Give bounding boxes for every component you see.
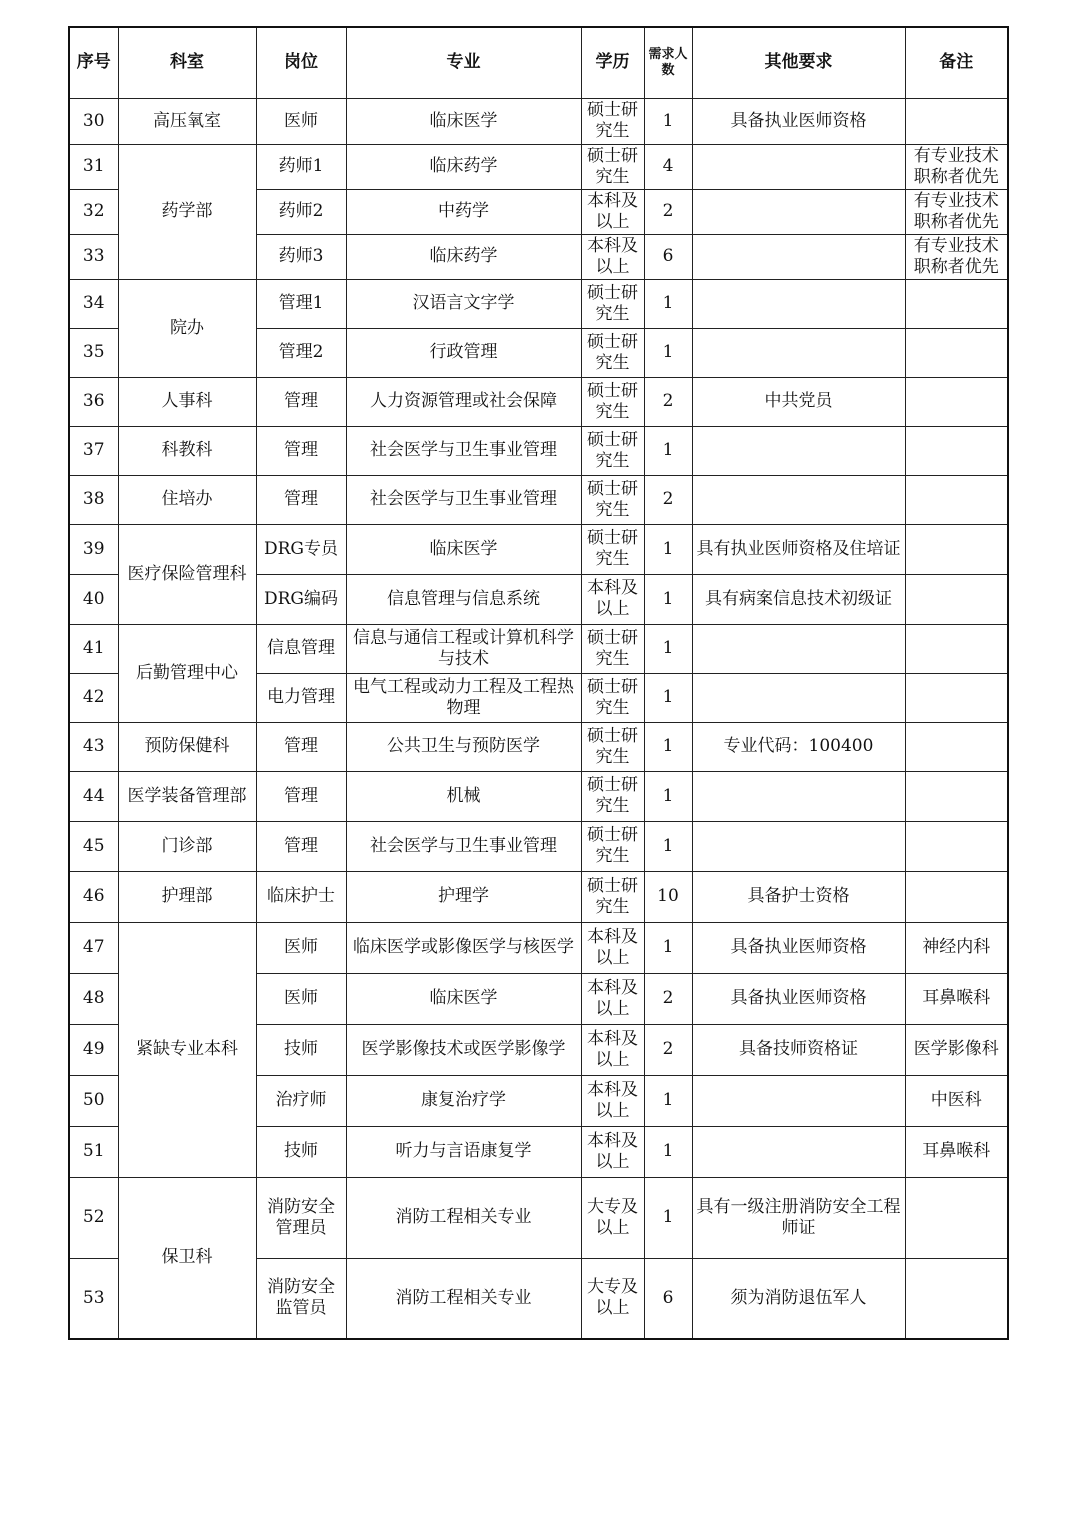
cell-major: 护理学 — [346, 871, 581, 922]
cell-seq: 53 — [69, 1258, 118, 1339]
table-row — [69, 279, 1008, 328]
cell-edu: 硕士研究生 — [581, 821, 644, 871]
cell-seq: 33 — [69, 234, 118, 279]
cell-count: 6 — [644, 234, 692, 279]
table-row — [69, 922, 1008, 973]
cell-edu: 硕士研究生 — [581, 98, 644, 144]
cell-edu: 硕士研究生 — [581, 475, 644, 524]
cell-dept: 院办 — [118, 279, 256, 377]
cell-note — [905, 426, 1008, 475]
cell-edu: 本科及以上 — [581, 1024, 644, 1075]
cell-edu: 本科及以上 — [581, 973, 644, 1024]
cell-seq: 49 — [69, 1024, 118, 1075]
cell-seq: 34 — [69, 279, 118, 328]
cell-other: 具有病案信息技术初级证 — [692, 574, 905, 624]
cell-note: 耳鼻喉科 — [905, 1126, 1008, 1177]
cell-count: 6 — [644, 1258, 692, 1339]
table-row — [69, 144, 1008, 189]
table-row — [69, 771, 1008, 821]
cell-seq: 51 — [69, 1126, 118, 1177]
cell-count: 1 — [644, 771, 692, 821]
cell-other: 具备技师资格证 — [692, 1024, 905, 1075]
cell-major: 康复治疗学 — [346, 1075, 581, 1126]
cell-note — [905, 279, 1008, 328]
cell-seq: 31 — [69, 144, 118, 189]
cell-count: 1 — [644, 922, 692, 973]
cell-count: 1 — [644, 1075, 692, 1126]
cell-note — [905, 722, 1008, 771]
cell-edu: 大专及以上 — [581, 1177, 644, 1258]
table-row — [69, 871, 1008, 922]
cell-post: 技师 — [256, 1126, 346, 1177]
cell-post: 电力管理 — [256, 673, 346, 722]
cell-seq: 39 — [69, 524, 118, 574]
cell-post: 药师1 — [256, 144, 346, 189]
cell-dept: 紧缺专业本科 — [118, 922, 256, 1177]
cell-major: 信息与通信工程或计算机科学与技术 — [346, 624, 581, 673]
cell-note — [905, 1258, 1008, 1339]
header-note: 备注 — [905, 27, 1008, 98]
cell-major: 临床医学 — [346, 524, 581, 574]
cell-other: 具有一级注册消防安全工程师证 — [692, 1177, 905, 1258]
cell-count: 1 — [644, 1177, 692, 1258]
cell-post: 管理1 — [256, 279, 346, 328]
cell-count: 2 — [644, 973, 692, 1024]
cell-major: 社会医学与卫生事业管理 — [346, 426, 581, 475]
cell-post: 医师 — [256, 922, 346, 973]
table-row — [69, 98, 1008, 144]
cell-edu: 硕士研究生 — [581, 871, 644, 922]
header-count: 需求人数 — [644, 27, 692, 98]
table-row — [69, 624, 1008, 673]
cell-count: 1 — [644, 624, 692, 673]
cell-other — [692, 475, 905, 524]
cell-post: 管理 — [256, 475, 346, 524]
cell-count: 1 — [644, 1126, 692, 1177]
cell-post: 管理 — [256, 771, 346, 821]
cell-note — [905, 821, 1008, 871]
cell-post: 消防安全管理员 — [256, 1177, 346, 1258]
cell-seq: 40 — [69, 574, 118, 624]
cell-note — [905, 673, 1008, 722]
cell-other — [692, 771, 905, 821]
cell-post: 管理 — [256, 722, 346, 771]
cell-edu: 硕士研究生 — [581, 771, 644, 821]
cell-note: 有专业技术职称者优先 — [905, 189, 1008, 234]
cell-seq: 47 — [69, 922, 118, 973]
cell-major: 行政管理 — [346, 328, 581, 377]
cell-major: 临床医学 — [346, 98, 581, 144]
cell-other — [692, 426, 905, 475]
header-major: 专业 — [346, 27, 581, 98]
cell-post: 技师 — [256, 1024, 346, 1075]
cell-count: 1 — [644, 426, 692, 475]
cell-post: 管理2 — [256, 328, 346, 377]
header-post: 岗位 — [256, 27, 346, 98]
cell-major: 临床药学 — [346, 144, 581, 189]
cell-edu: 大专及以上 — [581, 1258, 644, 1339]
cell-major: 中药学 — [346, 189, 581, 234]
cell-note: 有专业技术职称者优先 — [905, 234, 1008, 279]
cell-other — [692, 328, 905, 377]
cell-major: 临床药学 — [346, 234, 581, 279]
cell-dept: 医学装备管理部 — [118, 771, 256, 821]
cell-note — [905, 871, 1008, 922]
cell-other — [692, 1126, 905, 1177]
cell-post: 管理 — [256, 426, 346, 475]
table-row — [69, 821, 1008, 871]
cell-edu: 本科及以上 — [581, 922, 644, 973]
cell-dept: 护理部 — [118, 871, 256, 922]
cell-seq: 38 — [69, 475, 118, 524]
cell-count: 2 — [644, 475, 692, 524]
cell-note — [905, 771, 1008, 821]
cell-seq: 50 — [69, 1075, 118, 1126]
cell-note: 耳鼻喉科 — [905, 973, 1008, 1024]
cell-post: 药师3 — [256, 234, 346, 279]
cell-seq: 36 — [69, 377, 118, 426]
cell-seq: 42 — [69, 673, 118, 722]
cell-note — [905, 98, 1008, 144]
cell-seq: 52 — [69, 1177, 118, 1258]
cell-seq: 45 — [69, 821, 118, 871]
table-row — [69, 722, 1008, 771]
cell-count: 1 — [644, 524, 692, 574]
cell-major: 消防工程相关专业 — [346, 1258, 581, 1339]
cell-major: 公共卫生与预防医学 — [346, 722, 581, 771]
cell-major: 汉语言文字学 — [346, 279, 581, 328]
cell-major: 临床医学 — [346, 973, 581, 1024]
cell-note — [905, 377, 1008, 426]
cell-count: 2 — [644, 189, 692, 234]
cell-seq: 37 — [69, 426, 118, 475]
cell-dept: 住培办 — [118, 475, 256, 524]
cell-major: 临床医学或影像医学与核医学 — [346, 922, 581, 973]
cell-post: DRG专员 — [256, 524, 346, 574]
table-row — [69, 426, 1008, 475]
cell-other — [692, 189, 905, 234]
cell-seq: 32 — [69, 189, 118, 234]
cell-other — [692, 1075, 905, 1126]
cell-count: 1 — [644, 328, 692, 377]
cell-post: 治疗师 — [256, 1075, 346, 1126]
cell-other: 须为消防退伍军人 — [692, 1258, 905, 1339]
cell-dept: 科教科 — [118, 426, 256, 475]
cell-major: 社会医学与卫生事业管理 — [346, 821, 581, 871]
cell-major: 人力资源管理或社会保障 — [346, 377, 581, 426]
cell-dept: 后勤管理中心 — [118, 624, 256, 722]
cell-seq: 46 — [69, 871, 118, 922]
cell-count: 1 — [644, 279, 692, 328]
cell-other: 具备执业医师资格 — [692, 922, 905, 973]
cell-other — [692, 279, 905, 328]
cell-edu: 硕士研究生 — [581, 624, 644, 673]
cell-major: 信息管理与信息系统 — [346, 574, 581, 624]
cell-other: 中共党员 — [692, 377, 905, 426]
cell-seq: 48 — [69, 973, 118, 1024]
table-row — [69, 524, 1008, 574]
header-row — [69, 27, 1008, 98]
cell-seq: 43 — [69, 722, 118, 771]
table-row — [69, 377, 1008, 426]
table-row — [69, 1177, 1008, 1258]
cell-post: 管理 — [256, 821, 346, 871]
cell-count: 4 — [644, 144, 692, 189]
cell-count: 2 — [644, 377, 692, 426]
cell-seq: 44 — [69, 771, 118, 821]
cell-post: 信息管理 — [256, 624, 346, 673]
cell-dept: 药学部 — [118, 144, 256, 279]
cell-dept: 预防保健科 — [118, 722, 256, 771]
cell-note — [905, 524, 1008, 574]
cell-edu: 硕士研究生 — [581, 377, 644, 426]
cell-major: 社会医学与卫生事业管理 — [346, 475, 581, 524]
cell-edu: 硕士研究生 — [581, 144, 644, 189]
cell-post: 药师2 — [256, 189, 346, 234]
cell-post: 消防安全监管员 — [256, 1258, 346, 1339]
cell-post: 医师 — [256, 973, 346, 1024]
cell-major: 医学影像技术或医学影像学 — [346, 1024, 581, 1075]
cell-edu: 硕士研究生 — [581, 673, 644, 722]
cell-edu: 本科及以上 — [581, 1075, 644, 1126]
cell-major: 电气工程或动力工程及工程热物理 — [346, 673, 581, 722]
cell-count: 1 — [644, 574, 692, 624]
header-seq: 序号 — [69, 27, 118, 98]
cell-seq: 41 — [69, 624, 118, 673]
cell-note: 有专业技术职称者优先 — [905, 144, 1008, 189]
cell-note — [905, 1177, 1008, 1258]
cell-dept: 高压氧室 — [118, 98, 256, 144]
cell-edu: 本科及以上 — [581, 1126, 644, 1177]
cell-other — [692, 624, 905, 673]
cell-other — [692, 821, 905, 871]
cell-dept: 门诊部 — [118, 821, 256, 871]
cell-post: 医师 — [256, 98, 346, 144]
cell-other: 具备护士资格 — [692, 871, 905, 922]
cell-other — [692, 234, 905, 279]
cell-edu: 硕士研究生 — [581, 524, 644, 574]
cell-dept: 保卫科 — [118, 1177, 256, 1339]
cell-note: 医学影像科 — [905, 1024, 1008, 1075]
header-other: 其他要求 — [692, 27, 905, 98]
cell-edu: 硕士研究生 — [581, 279, 644, 328]
cell-other: 具备执业医师资格 — [692, 98, 905, 144]
cell-note: 神经内科 — [905, 922, 1008, 973]
header-dept: 科室 — [118, 27, 256, 98]
cell-count: 2 — [644, 1024, 692, 1075]
cell-count: 1 — [644, 722, 692, 771]
cell-other: 专业代码：100400 — [692, 722, 905, 771]
cell-note — [905, 624, 1008, 673]
cell-dept: 人事科 — [118, 377, 256, 426]
cell-count: 10 — [644, 871, 692, 922]
cell-other — [692, 673, 905, 722]
cell-edu: 本科及以上 — [581, 189, 644, 234]
cell-note — [905, 475, 1008, 524]
cell-post: 临床护士 — [256, 871, 346, 922]
cell-other: 具备执业医师资格 — [692, 973, 905, 1024]
cell-edu: 本科及以上 — [581, 574, 644, 624]
cell-note — [905, 328, 1008, 377]
cell-other — [692, 144, 905, 189]
cell-post: DRG编码 — [256, 574, 346, 624]
cell-seq: 30 — [69, 98, 118, 144]
cell-edu: 硕士研究生 — [581, 426, 644, 475]
cell-major: 机械 — [346, 771, 581, 821]
cell-edu: 硕士研究生 — [581, 722, 644, 771]
cell-note — [905, 574, 1008, 624]
cell-note: 中医科 — [905, 1075, 1008, 1126]
cell-dept: 医疗保险管理科 — [118, 524, 256, 624]
cell-count: 1 — [644, 673, 692, 722]
cell-count: 1 — [644, 821, 692, 871]
cell-major: 消防工程相关专业 — [346, 1177, 581, 1258]
cell-other: 具有执业医师资格及住培证 — [692, 524, 905, 574]
header-edu: 学历 — [581, 27, 644, 98]
cell-count: 1 — [644, 98, 692, 144]
cell-edu: 硕士研究生 — [581, 328, 644, 377]
cell-post: 管理 — [256, 377, 346, 426]
table-row — [69, 475, 1008, 524]
cell-edu: 本科及以上 — [581, 234, 644, 279]
cell-major: 听力与言语康复学 — [346, 1126, 581, 1177]
cell-seq: 35 — [69, 328, 118, 377]
recruitment-table — [68, 26, 1009, 1340]
